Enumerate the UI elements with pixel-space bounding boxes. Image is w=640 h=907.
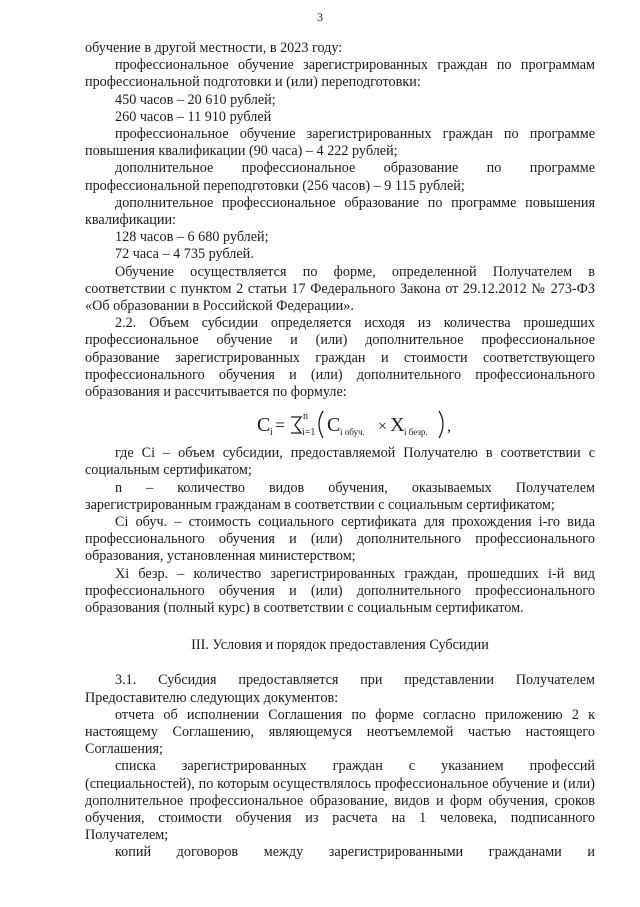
formula-c-sub: i обуч. [340, 427, 365, 438]
paragraph: 450 часов – 20 610 рублей; [115, 91, 276, 108]
paragraph: Ci обуч. – стоимость социального сертификата для прохождения i-го вида профессионального обучения и (или) дополнительного профессионального образования, установленная министерством; [85, 514, 595, 565]
paragraph: 72 часа – 4 735 рублей. [115, 246, 254, 263]
paragraph: отчета об исполнении Соглашения по форме согласно приложению 2 к настоящему Соглашению, являющемуся неотъемлемой частью настоящего Соглашения; [85, 706, 595, 758]
formula-equals: = [275, 415, 286, 436]
subsidy-formula [85, 407, 595, 441]
sum-symbol [291, 417, 301, 433]
paragraph: дополнительное профессиональное образование по программе повышения квалификации: [85, 194, 595, 229]
formula-sum-top: n [303, 411, 308, 423]
section-heading: III. Условия и порядок предоставления Субсидии [191, 637, 489, 654]
formula-x-sub: i безр. [404, 427, 428, 438]
formula-times: × [378, 418, 388, 436]
paragraph: 2.2. Объем субсидии определяется исходя из количества прошедших профессиональное обучение и (или) дополнительное профессиональное образование зарегистрированных граждан и стоимости соответствующего профессионального обучения и (или) дополнительного профессионального образования и рассчитывается по формуле: [85, 315, 595, 401]
paragraph: где Ci – объем субсидии, предоставляемой Получателю в соответствии с социальным сертификатом; [85, 445, 595, 479]
paragraph: n – количество видов обучения, оказываемых Получателем зарегистрированным гражданам в соответствии с социальным сертификатом; [85, 479, 595, 513]
paragraph: списка зарегистрированных граждан с указанием профессий (специальностей), по которым осуществлялось профессиональное обучение и (или) дополнительное профессиональное образование, видов и форм обучения, сроков обучения, стоимости обучения из расчета на 1 человека, подписанного Получателем; [85, 758, 595, 844]
paragraph: Обучение осуществляется по форме, определенной Получателем в соответствии с пунктом 2 статьи 17 Федерального Закона от 29.12.2012 № 273-ФЗ «Об образовании в Российской Федерации». [85, 263, 595, 315]
left-paren [319, 411, 323, 438]
paragraph: 3.1. Субсидия предоставляется при представлении Получателем Предоставителю следующих документов: [85, 672, 595, 706]
page-number: 3 [317, 10, 323, 24]
right-paren [439, 411, 443, 438]
document-body [85, 40, 595, 862]
paragraph: Xi безр. – количество зарегистрированных граждан, прошедших i-й вид профессионального обучения и (или) дополнительного профессионального образования (полный курс) в соответствии с социальным сертификатом. [85, 565, 595, 617]
paragraph: профессиональное обучение зарегистрированных граждан по программам профессиональной подготовки и (или) переподготовки: [85, 57, 595, 91]
formula-x-term: X [390, 414, 405, 437]
paragraph: копий договоров между зарегистрированными гражданами и [115, 844, 595, 861]
formula-c-term: C [327, 414, 341, 437]
formula-lhs-sub: i [270, 427, 273, 439]
paragraph: профессиональное обучение зарегистрированных граждан по программе повышения квалификации (90 часа) – 4 222 рублей; [85, 126, 595, 160]
formula-tail: , [447, 418, 451, 436]
paragraph: 128 часов – 6 680 рублей; [115, 229, 269, 246]
paragraph: обучение в другой местности, в 2023 году: [85, 40, 343, 56]
paragraph: дополнительное профессиональное образование по программе профессиональной переподготовки (256 часов) – 9 115 рублей; [85, 160, 595, 194]
formula-lhs: C [257, 414, 271, 437]
paragraph: 260 часов – 11 910 рублей [115, 108, 272, 125]
formula-sum-bottom: i=1 [302, 427, 316, 439]
